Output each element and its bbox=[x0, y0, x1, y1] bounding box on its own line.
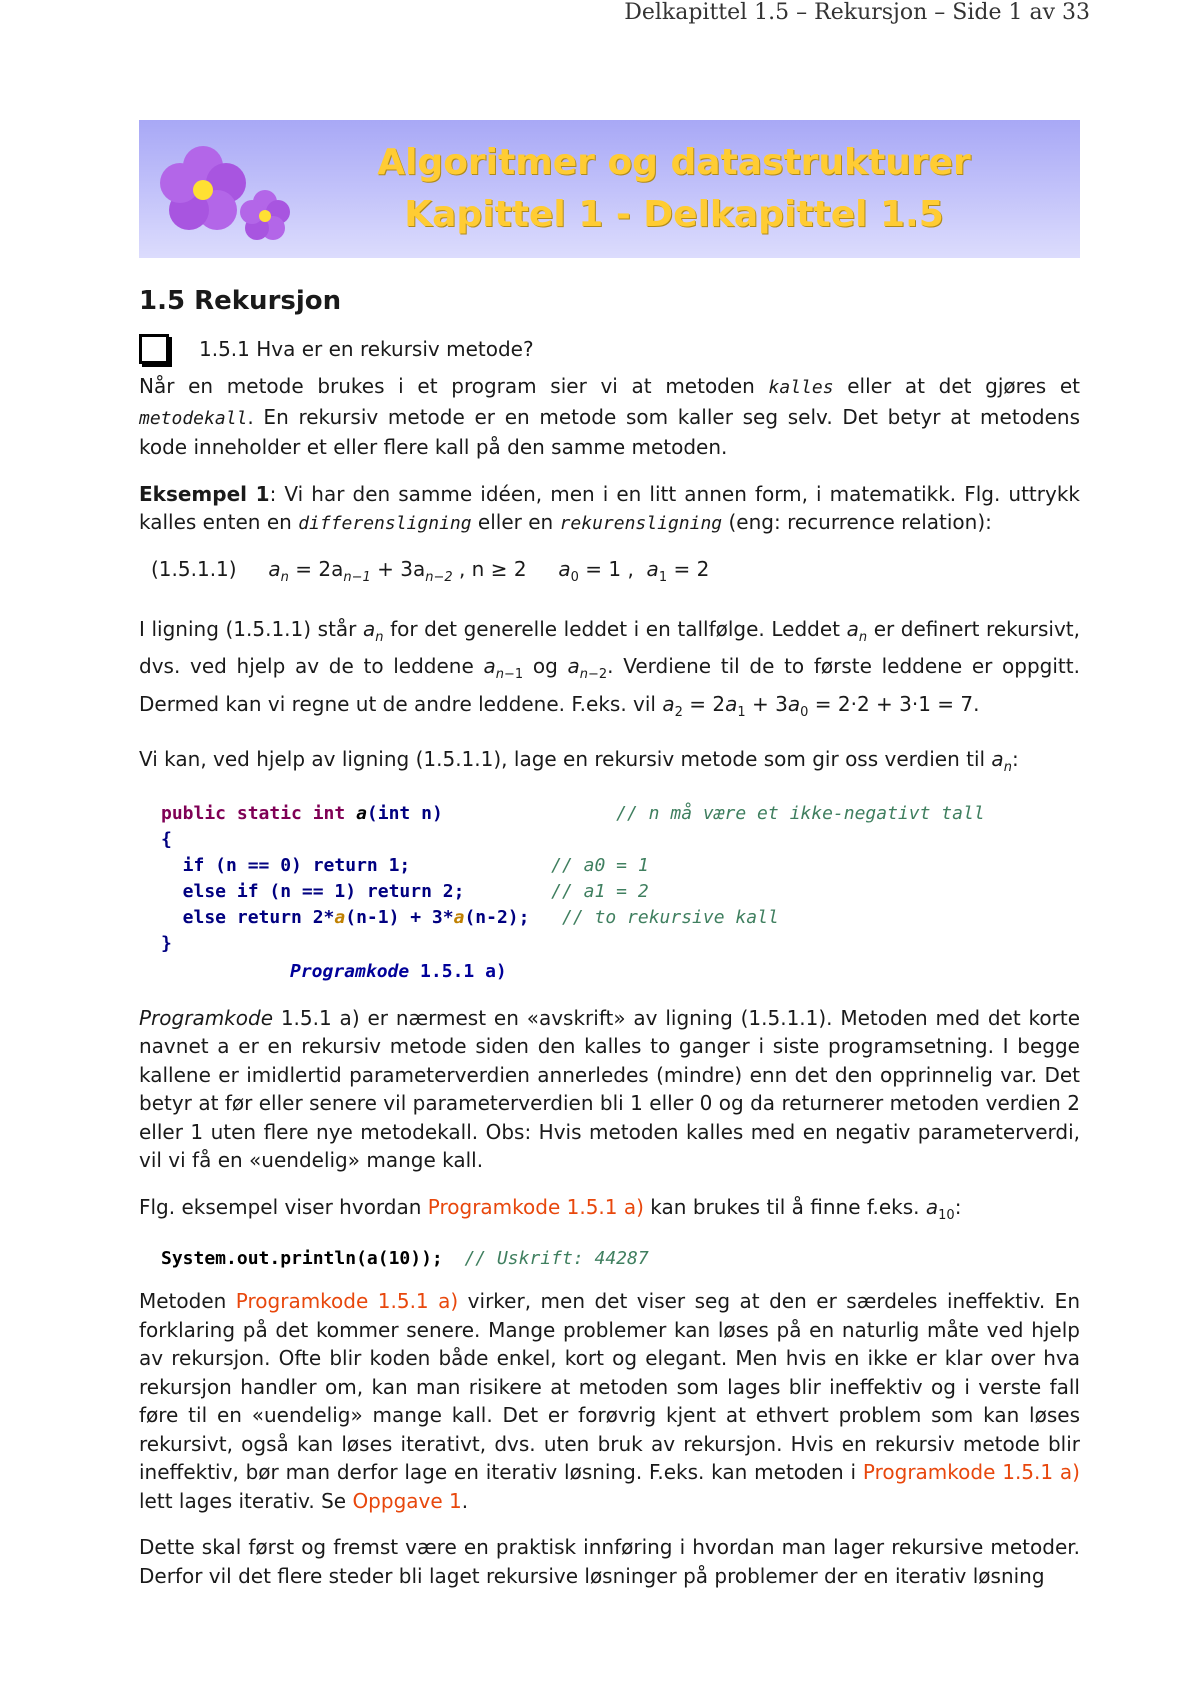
paragraph-intro: Når en metode brukes i et program sier vi at metoden kalles eller at det gjøres et metodekall. En rekursiv metode er en metode som kaller seg selv. Det betyr at metodens kode inneholder et eller flere kall på den samme metoden. bbox=[139, 374, 1080, 459]
paragraph-example1: Eksempel 1: Vi har den samme idéen, men i en litt annen form, i matematikk. Flg. uttrykk kalles enten en differensligning eller en rekurensligning (eng: recurrence relation): bbox=[139, 481, 1080, 534]
example-label: Eksempel 1 bbox=[139, 481, 270, 506]
title-banner bbox=[139, 120, 1080, 258]
code-println: System.out.println(a(10)); // Uskrift: 44287 bbox=[161, 1248, 649, 1269]
code-caption: Programkode 1.5.1 a) bbox=[290, 960, 507, 982]
paragraph-explanation: I ligning (1.5.1.1) står $a_n$ for det generelle leddet i en tallfølge. Leddet $a_n$ er definert rekursivt, dvs. ved hjelp av de to leddene $a_{n-1}$ og $a_{n-2}$. Verdiene til de to første leddene er oppgitt. Dermed kan vi regne ut de andre leddene. F.eks. vil $a_2 = 2a_1 + 3a_0 = 2\cdot 2 + 3\cdot 1 = 7$. bbox=[139, 616, 1081, 720]
document-body bbox=[139, 280, 1080, 1608]
running-header: Delkapittel 1.5 – Rekursjon – Side 1 av 33 bbox=[624, 0, 1090, 25]
paragraph-method-intro: Vi kan, ved hjelp av ligning (1.5.1.1), lage en rekursiv metode som gir oss verdien til $a_n$: bbox=[139, 747, 1019, 775]
checkbox-icon[interactable] bbox=[139, 334, 169, 364]
banner-subtitle: Kapittel 1 - Delkapittel 1.5 bbox=[404, 194, 944, 235]
paragraph-conclusion: Dette skal først og fremst være en praktisk innføring i hvordan man lager rekursive metoder. Derfor vil det flere steder bli laget rekursive løsninger på problemer der en iterativ løsning bbox=[139, 1535, 1080, 1588]
subsection-heading bbox=[139, 334, 1080, 364]
flower-logo bbox=[153, 138, 303, 248]
section-title: 1.5 Rekursjon bbox=[139, 286, 342, 316]
equation-1-5-1-1: (1.5.1.1) $a_n = 2a_{n-1} + 3a_{n-2}$ , n ≥ 2 $a_0 = 1$ , $a_1 = 2$ bbox=[151, 556, 710, 585]
paragraph-example-usage: Flg. eksempel viser hvordan Programkode 1.5.1 a) kan brukes til å finne f.eks. $a_{10}$: bbox=[139, 1194, 962, 1223]
code-block-recursive-method: public static int a(int n) // n må være et ikke-negativt tall { if (n == 0) return 1; // a0 = 1 else if (n == 1) return 2; // a1 = 2 else return 2*a(n-1) + 3*a(n-2); // to rekursive kall } bbox=[161, 802, 985, 954]
link-programkode[interactable]: Programkode 1.5.1 a) bbox=[235, 1289, 459, 1313]
banner-title: Algoritmer og datastrukturer bbox=[377, 142, 971, 183]
link-programkode[interactable]: Programkode 1.5.1 a) bbox=[862, 1460, 1080, 1484]
paragraph-efficiency: Metoden Programkode 1.5.1 a) virker, men det viser seg at den er særdeles ineffektiv. En forklaring på det kommer senere. Mange problemer kan løses på en naturlig måte ved hjelp av rekursjon. Ofte blir koden både enkel, kort og elegant. Men hvis en ikke er klar over hva rekursjon handler om, kan man risikere at metoden som lages blir ineffektiv og i verste fall føre til en «uendelig» mange kall. Det er forøvrig kjent at ethvert problem som kan løses rekursivt, også kan løses iterativt, dvs. uten bruk av rekursjon. Hvis en rekursiv metode blir ineffektiv, bør man derfor lage en iterativ løsning. F.eks. kan metoden i Programkode 1.5.1 a) lett lages iterativ. Se Oppgave 1. bbox=[139, 1289, 1080, 1513]
link-programkode[interactable]: Programkode 1.5.1 a) bbox=[427, 1194, 644, 1219]
paragraph-analysis: Programkode 1.5.1 a) er nærmest en «avskrift» av ligning (1.5.1.1). Metoden med det korte navnet a er en rekursiv metode siden den kalles to ganger i siste programsetning. I begge kallene er imidlertid parameterverdien annerledes (mindre) enn det den opprinnelig var. Det betyr at før eller senere vil parameterverdien bli 1 eller 0 og da returnerer metoden verdien 2 eller 1 uten flere nye metodekall. Obs: Hvis metoden kalles med en negativ parameterverdi, vil vi få en «uendelig» mange kall. bbox=[139, 1005, 1080, 1172]
link-oppgave-1[interactable]: Oppgave 1 bbox=[352, 1488, 462, 1513]
subsection-title: 1.5.1 Hva er en rekursiv metode? bbox=[199, 337, 534, 361]
